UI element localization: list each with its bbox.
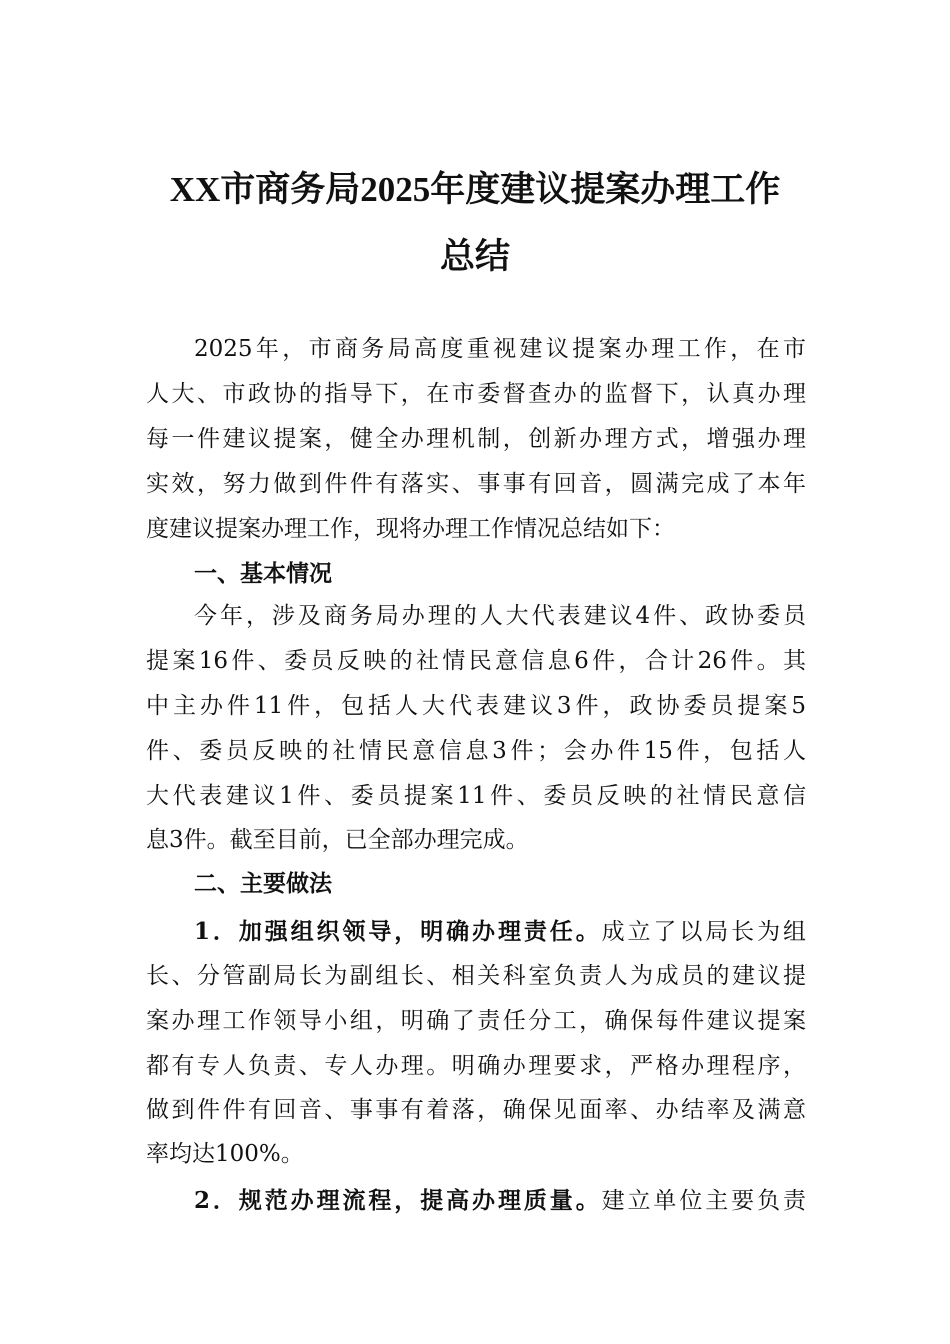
text-line: 2025年，市商务局高度重视建议提案办理工作，在市: [194, 336, 806, 362]
title-line: XX市商务局2025年度建议提案办理工作: [169, 170, 781, 209]
text-line: 实效，努力做到件件有落实、事事有回音，圆满完成了本年: [146, 471, 806, 497]
text-line: [194, 1178, 806, 1223]
text-line: 今年，涉及商务局办理的人大代表建议4件、政协委员: [194, 603, 806, 629]
section-heading-methods: 二、主要做法: [194, 871, 332, 897]
text-line: 率均达100%。: [146, 1141, 304, 1167]
text-line: 都有专人负责、专人办理。明确办理要求，严格办理程序，: [146, 1053, 806, 1079]
section-heading-basic: 一、基本情况: [194, 561, 332, 587]
text-line: 人大、市政协的指导下，在市委督查办的监督下，认真办理: [146, 381, 806, 407]
item-text: 成立了以局长为组: [601, 919, 806, 945]
text-line: 大代表建议1件、委员提案11件、委员反映的社情民意信: [146, 783, 806, 809]
text-line: 案办理工作领导小组，明确了责任分工，确保每件建议提案: [146, 1008, 806, 1034]
text-line: 每一件建议提案，健全办理机制，创新办理方式，增强办理: [146, 426, 806, 452]
text-line: 度建议提案办理工作，现将办理工作情况总结如下：: [146, 516, 675, 542]
item-lead: 1．加强组织领导，明确办理责任。: [194, 918, 602, 945]
title-line: 总结: [439, 237, 510, 276]
text-line: 做到件件有回音、事事有着落，确保见面率、办结率及满意: [146, 1097, 806, 1123]
item-lead: 2．规范办理流程，提高办理质量。: [194, 1187, 602, 1214]
text-line: 长、分管副局长为副组长、相关科室负责人为成员的建议提: [146, 963, 806, 989]
text-line: 提案16件、委员反映的社情民意信息6件，合计26件。其: [146, 648, 806, 674]
text-line: [194, 909, 806, 954]
text-line: 息3件。截至目前，已全部办理完成。: [146, 827, 529, 853]
item-text: 建立单位主要负责: [601, 1188, 806, 1214]
text-line: 件、委员反映的社情民意信息3件；会办件15件，包括人: [146, 738, 806, 764]
text-line: 中主办件11件，包括人大代表建议3件，政协委员提案5: [146, 693, 806, 719]
